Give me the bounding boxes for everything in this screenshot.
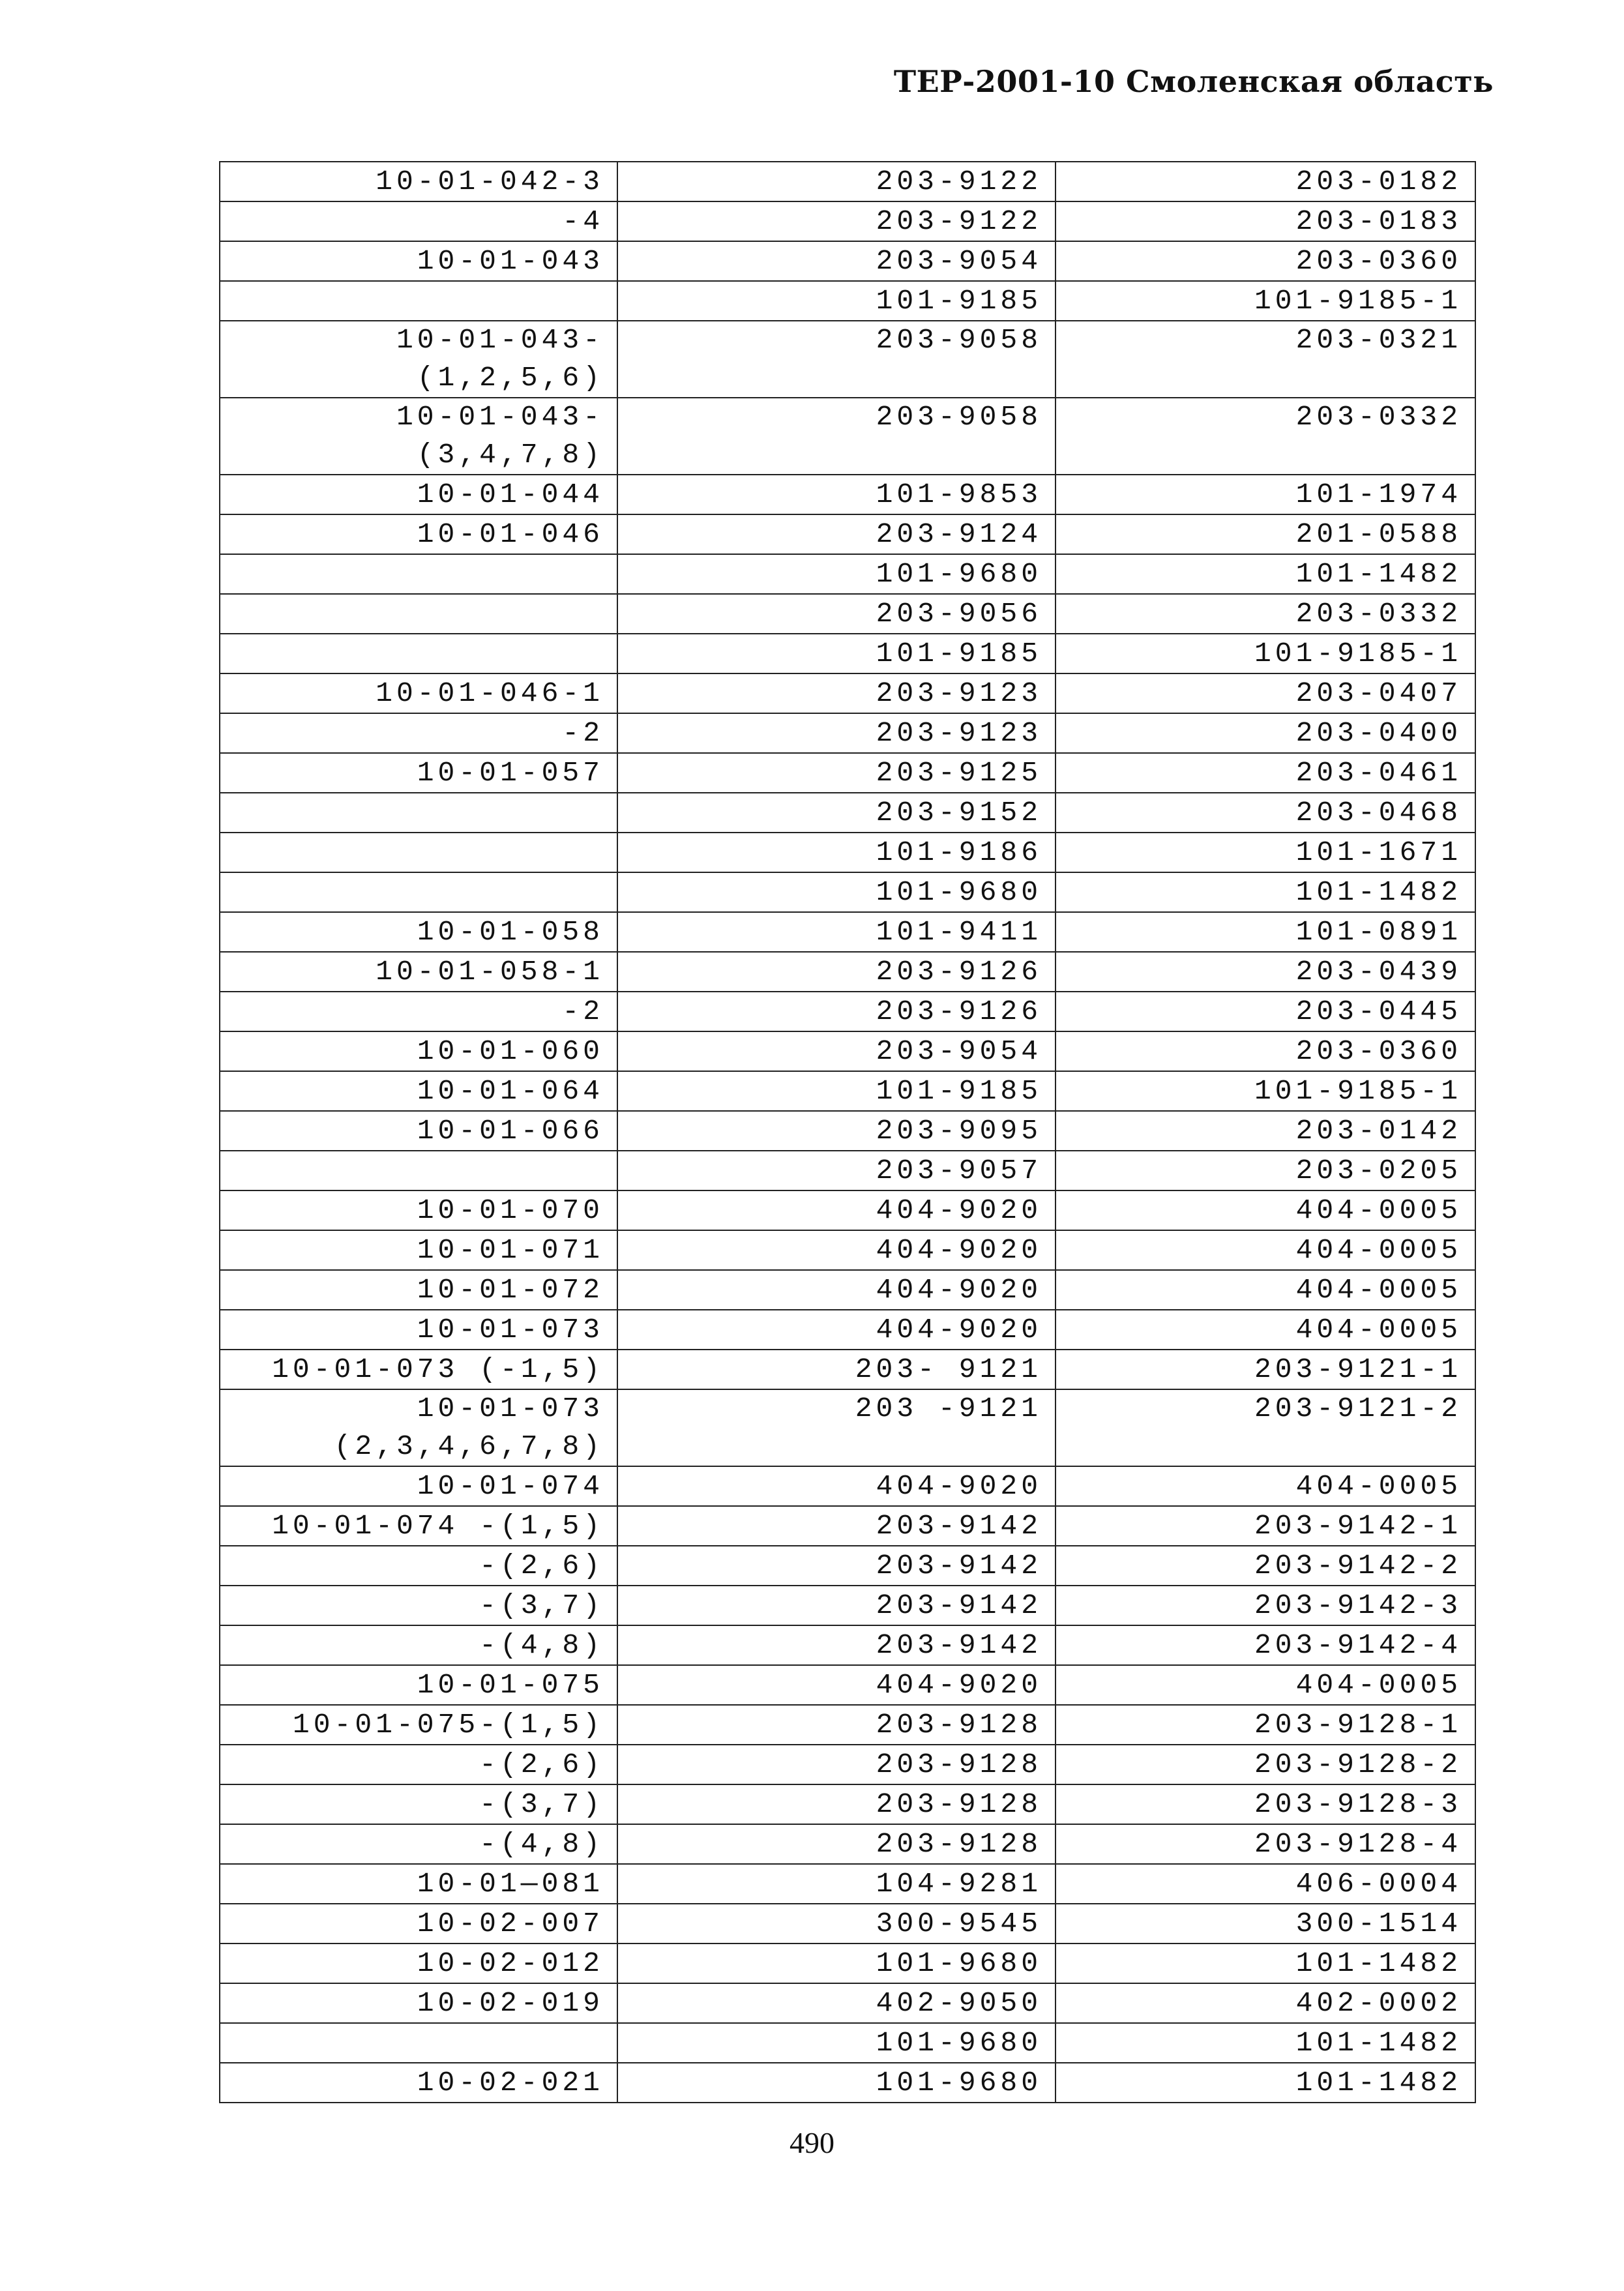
table-cell-new-code: 201-0588 <box>1056 514 1475 554</box>
table-row <box>220 1350 1475 1389</box>
table-row <box>220 1310 1475 1350</box>
table-cell-old-code: 101-9185 <box>617 1071 1056 1111</box>
code-mapping-table <box>219 161 1476 2103</box>
table-cell-section-code <box>220 398 617 475</box>
table-cell-old-code: 203-9128 <box>617 1745 1056 1784</box>
section-code-line: 10-01-042-3 <box>376 166 604 198</box>
table-row <box>220 634 1475 673</box>
table-row <box>220 1864 1475 1904</box>
table-cell-old-code: 101-9185 <box>617 634 1056 673</box>
table-cell-new-code: 404-0005 <box>1056 1466 1475 1506</box>
table-cell-old-code: 101-9853 <box>617 475 1056 514</box>
table-cell-old-code: 203-9125 <box>617 753 1056 793</box>
table-cell-section-code <box>220 673 617 713</box>
table-cell-old-code: 203-9095 <box>617 1111 1056 1151</box>
section-code-line: 10-01-074 -(1,5) <box>272 1510 604 1542</box>
table-row <box>220 1031 1475 1071</box>
table-cell-new-code: 101-1482 <box>1056 2063 1475 2103</box>
table-cell-new-code: 101-1482 <box>1056 554 1475 594</box>
table-cell-old-code: 203-9142 <box>617 1586 1056 1625</box>
section-code-line: -2 <box>562 996 604 1027</box>
table-row <box>220 321 1475 398</box>
page-header-title: ТЕР-2001-10 Смоленская область <box>893 64 1494 99</box>
table-cell-old-code: 101-9680 <box>617 2063 1056 2103</box>
table-cell-new-code: 404-0005 <box>1056 1310 1475 1350</box>
table-row <box>220 952 1475 992</box>
table-row <box>220 1230 1475 1270</box>
table-cell-section-code <box>220 1983 617 2023</box>
table-cell-new-code: 203-9142-1 <box>1056 1506 1475 1546</box>
section-code-line: -(4,8) <box>479 1828 604 1860</box>
table-cell-new-code: 203-0400 <box>1056 713 1475 753</box>
table-row <box>220 833 1475 872</box>
table-row <box>220 2023 1475 2063</box>
section-code-line: 10-01-043 <box>417 245 604 277</box>
table-cell-new-code: 101-0891 <box>1056 912 1475 952</box>
section-code-line: 10-01-074 <box>417 1470 604 1502</box>
table-cell-section-code <box>220 201 617 241</box>
table-cell-old-code: 203-9058 <box>617 321 1056 398</box>
table-row <box>220 1586 1475 1625</box>
table-cell-section-code <box>220 833 617 872</box>
table-cell-old-code: 203-9128 <box>617 1705 1056 1745</box>
section-code-line: 10-01-075 <box>417 1669 604 1701</box>
section-code-line: 10-01-058 <box>417 916 604 948</box>
table-cell-old-code: 404-9020 <box>617 1665 1056 1705</box>
table-row <box>220 1665 1475 1705</box>
page-number: 490 <box>790 2126 834 2159</box>
section-code-line: 10-01-073 (-1,5) <box>272 1353 604 1385</box>
table-cell-old-code: 203-9126 <box>617 952 1056 992</box>
table-cell-old-code: 101-9185 <box>617 281 1056 321</box>
table-cell-section-code <box>220 1904 617 1944</box>
table-cell-section-code <box>220 793 617 833</box>
table-row <box>220 1944 1475 1983</box>
table-cell-old-code: 203-9128 <box>617 1784 1056 1824</box>
table-cell-section-code <box>220 1586 617 1625</box>
table-cell-new-code: 203-9121-2 <box>1056 1389 1475 1466</box>
table-cell-old-code: 203-9126 <box>617 992 1056 1031</box>
table-cell-section-code <box>220 1944 617 1983</box>
table-row <box>220 1546 1475 1586</box>
table-cell-new-code: 402-0002 <box>1056 1983 1475 2023</box>
table-row <box>220 753 1475 793</box>
table-cell-section-code <box>220 1864 617 1904</box>
code-mapping-table-body <box>220 162 1475 2103</box>
table-cell-new-code: 203-0461 <box>1056 753 1475 793</box>
table-row <box>220 1625 1475 1665</box>
table-cell-new-code: 203-9128-3 <box>1056 1784 1475 1824</box>
table-row <box>220 594 1475 634</box>
section-code-line: 10-01-046-1 <box>376 677 604 709</box>
section-code-line: 10-01-058-1 <box>376 956 604 988</box>
table-cell-new-code: 203-0332 <box>1056 398 1475 475</box>
table-cell-new-code: 203-0182 <box>1056 162 1475 201</box>
table-row <box>220 673 1475 713</box>
table-row <box>220 1904 1475 1944</box>
section-code-line: 10-02-019 <box>417 1987 604 2019</box>
section-code-line: 10-01-073 <box>417 1314 604 1346</box>
table-row <box>220 1745 1475 1784</box>
table-cell-section-code <box>220 1190 617 1230</box>
table-cell-section-code <box>220 241 617 281</box>
table-row <box>220 554 1475 594</box>
table-cell-old-code: 203- 9121 <box>617 1350 1056 1389</box>
section-code-line: 10-01—081 <box>417 1868 604 1900</box>
table-cell-section-code <box>220 952 617 992</box>
table-cell-section-code <box>220 872 617 912</box>
table-cell-section-code <box>220 1665 617 1705</box>
section-code-line: 10-01-070 <box>417 1194 604 1226</box>
section-code-line: 10-01-060 <box>417 1035 604 1067</box>
table-cell-section-code <box>220 1745 617 1784</box>
table-cell-new-code: 203-9128-2 <box>1056 1745 1475 1784</box>
section-code-line: (2,3,4,6,7,8) <box>334 1430 604 1462</box>
table-cell-section-code <box>220 634 617 673</box>
table-row <box>220 1705 1475 1745</box>
table-cell-section-code <box>220 1111 617 1151</box>
table-cell-old-code: 203-9123 <box>617 673 1056 713</box>
table-cell-section-code <box>220 713 617 753</box>
table-cell-old-code: 101-9680 <box>617 2023 1056 2063</box>
table-row <box>220 241 1475 281</box>
table-cell-section-code <box>220 162 617 201</box>
table-cell-section-code <box>220 321 617 398</box>
table-cell-section-code <box>220 1625 617 1665</box>
table-cell-section-code <box>220 1784 617 1824</box>
table-cell-new-code: 203-0360 <box>1056 1031 1475 1071</box>
table-row <box>220 912 1475 952</box>
table-cell-old-code: 404-9020 <box>617 1230 1056 1270</box>
table-row <box>220 872 1475 912</box>
table-cell-new-code: 203-0321 <box>1056 321 1475 398</box>
table-cell-old-code: 101-9680 <box>617 872 1056 912</box>
section-code-line: 10-02-012 <box>417 1947 604 1979</box>
table-cell-section-code <box>220 1824 617 1864</box>
table-row <box>220 1270 1475 1310</box>
section-code-line: 10-01-072 <box>417 1274 604 1306</box>
table-cell-section-code <box>220 2023 617 2063</box>
table-cell-new-code: 101-1482 <box>1056 1944 1475 1983</box>
table-row <box>220 281 1475 321</box>
table-cell-new-code: 406-0004 <box>1056 1864 1475 1904</box>
table-cell-old-code: 203-9058 <box>617 398 1056 475</box>
table-cell-old-code: 203-9057 <box>617 1151 1056 1190</box>
table-cell-old-code: 203-9128 <box>617 1824 1056 1864</box>
table-cell-old-code: 101-9411 <box>617 912 1056 952</box>
table-cell-section-code <box>220 1270 617 1310</box>
table-cell-old-code: 404-9020 <box>617 1310 1056 1350</box>
table-cell-new-code: 203-0142 <box>1056 1111 1475 1151</box>
table-cell-section-code <box>220 992 617 1031</box>
table-row <box>220 1466 1475 1506</box>
table-row <box>220 162 1475 201</box>
table-row <box>220 514 1475 554</box>
table-cell-section-code <box>220 1310 617 1350</box>
section-code-line: 10-01-057 <box>417 757 604 789</box>
table-cell-new-code: 203-0183 <box>1056 201 1475 241</box>
section-code-line: -(2,6) <box>479 1550 604 1582</box>
section-code-line: -(3,7) <box>479 1589 604 1621</box>
table-cell-section-code <box>220 1705 617 1745</box>
table-row <box>220 1151 1475 1190</box>
table-cell-new-code: 203-0205 <box>1056 1151 1475 1190</box>
table-row <box>220 1111 1475 1151</box>
table-row <box>220 793 1475 833</box>
table-row <box>220 1824 1475 1864</box>
section-code-line: 10-01-064 <box>417 1075 604 1107</box>
section-code-line: (1,2,5,6) <box>417 362 604 394</box>
section-code-line: 10-01-075-(1,5) <box>292 1709 604 1741</box>
table-row <box>220 475 1475 514</box>
table-cell-old-code: 203-9122 <box>617 162 1056 201</box>
table-row <box>220 2063 1475 2103</box>
section-code-line: 10-01-071 <box>417 1234 604 1266</box>
table-cell-old-code: 300-9545 <box>617 1904 1056 1944</box>
table-cell-section-code <box>220 912 617 952</box>
section-code-line: 10-02-021 <box>417 2067 604 2099</box>
section-code-line: 10-01-043- <box>396 401 604 433</box>
section-code-line: 10-01-046 <box>417 518 604 550</box>
table-cell-section-code <box>220 281 617 321</box>
table-cell-new-code: 203-0360 <box>1056 241 1475 281</box>
section-code-line: 10-01-066 <box>417 1115 604 1147</box>
table-cell-new-code: 203-0407 <box>1056 673 1475 713</box>
table-cell-new-code: 404-0005 <box>1056 1270 1475 1310</box>
table-cell-new-code: 101-1974 <box>1056 475 1475 514</box>
table-cell-section-code <box>220 514 617 554</box>
table-cell-new-code: 203-0468 <box>1056 793 1475 833</box>
section-code-line: 10-01-044 <box>417 479 604 510</box>
table-row <box>220 1983 1475 2023</box>
table-cell-new-code: 101-9185-1 <box>1056 1071 1475 1111</box>
section-code-line: -(2,6) <box>479 1749 604 1781</box>
table-row <box>220 398 1475 475</box>
table-cell-new-code: 404-0005 <box>1056 1230 1475 1270</box>
table-cell-section-code <box>220 1071 617 1111</box>
table-cell-new-code: 101-9185-1 <box>1056 281 1475 321</box>
table-cell-section-code <box>220 1389 617 1466</box>
section-code-line: -4 <box>562 205 604 237</box>
table-cell-old-code: 404-9020 <box>617 1190 1056 1230</box>
table-cell-new-code: 404-0005 <box>1056 1190 1475 1230</box>
table-cell-old-code: 203-9054 <box>617 1031 1056 1071</box>
table-cell-new-code: 203-9142-2 <box>1056 1546 1475 1586</box>
table-cell-old-code: 101-9680 <box>617 554 1056 594</box>
table-cell-old-code: 104-9281 <box>617 1864 1056 1904</box>
table-cell-new-code: 300-1514 <box>1056 1904 1475 1944</box>
table-cell-new-code: 203-9121-1 <box>1056 1350 1475 1389</box>
table-cell-old-code: 203-9152 <box>617 793 1056 833</box>
section-code-line: 10-01-043- <box>396 324 604 356</box>
table-cell-old-code: 203-9142 <box>617 1625 1056 1665</box>
table-cell-new-code: 203-9128-1 <box>1056 1705 1475 1745</box>
table-cell-new-code: 101-1482 <box>1056 2023 1475 2063</box>
table-cell-new-code: 203-9142-3 <box>1056 1586 1475 1625</box>
table-cell-new-code: 101-1482 <box>1056 872 1475 912</box>
table-cell-old-code: 203-9142 <box>617 1546 1056 1586</box>
table-cell-old-code: 101-9186 <box>617 833 1056 872</box>
table-cell-section-code <box>220 1350 617 1389</box>
table-cell-old-code: 203-9123 <box>617 713 1056 753</box>
table-row <box>220 992 1475 1031</box>
table-cell-new-code: 203-0439 <box>1056 952 1475 992</box>
table-cell-old-code: 404-9020 <box>617 1270 1056 1310</box>
section-code-line: (3,4,7,8) <box>417 439 604 471</box>
table-cell-section-code <box>220 475 617 514</box>
section-code-line: 10-01-073 <box>417 1393 604 1425</box>
table-cell-section-code <box>220 2063 617 2103</box>
table-cell-old-code: 203-9124 <box>617 514 1056 554</box>
table-cell-section-code <box>220 1151 617 1190</box>
table-cell-old-code: 101-9680 <box>617 1944 1056 1983</box>
table-cell-section-code <box>220 1506 617 1546</box>
table-cell-section-code <box>220 594 617 634</box>
section-code-line: -2 <box>562 717 604 749</box>
table-cell-old-code: 203-9056 <box>617 594 1056 634</box>
table-cell-section-code <box>220 554 617 594</box>
table-cell-old-code: 203-9122 <box>617 201 1056 241</box>
table-cell-new-code: 203-9128-4 <box>1056 1824 1475 1864</box>
table-cell-new-code: 404-0005 <box>1056 1665 1475 1705</box>
table-cell-section-code <box>220 1031 617 1071</box>
table-cell-new-code: 101-1671 <box>1056 833 1475 872</box>
table-row <box>220 713 1475 753</box>
table-row <box>220 1389 1475 1466</box>
table-cell-old-code: 404-9020 <box>617 1466 1056 1506</box>
table-cell-new-code: 203-9142-4 <box>1056 1625 1475 1665</box>
table-row <box>220 1190 1475 1230</box>
table-row <box>220 201 1475 241</box>
section-code-line: -(4,8) <box>479 1629 604 1661</box>
table-row <box>220 1506 1475 1546</box>
table-cell-new-code: 101-9185-1 <box>1056 634 1475 673</box>
table-cell-old-code: 203-9054 <box>617 241 1056 281</box>
section-code-line: 10-02-007 <box>417 1908 604 1940</box>
table-cell-section-code <box>220 1466 617 1506</box>
table-cell-section-code <box>220 1546 617 1586</box>
table-cell-new-code: 203-0332 <box>1056 594 1475 634</box>
table-cell-old-code: 402-9050 <box>617 1983 1056 2023</box>
section-code-line: -(3,7) <box>479 1788 604 1820</box>
table-row <box>220 1071 1475 1111</box>
table-row <box>220 1784 1475 1824</box>
table-cell-section-code <box>220 753 617 793</box>
table-cell-old-code: 203 -9121 <box>617 1389 1056 1466</box>
table-cell-new-code: 203-0445 <box>1056 992 1475 1031</box>
table-cell-section-code <box>220 1230 617 1270</box>
table-cell-old-code: 203-9142 <box>617 1506 1056 1546</box>
